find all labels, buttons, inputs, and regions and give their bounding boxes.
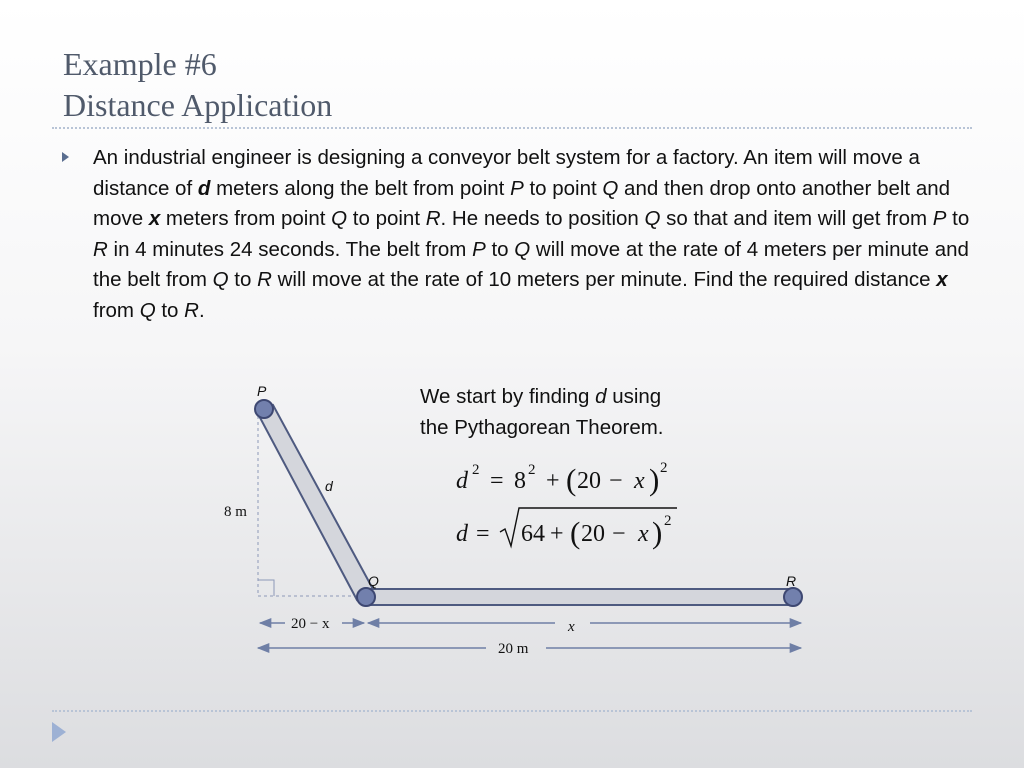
eq2-x: x [638, 521, 649, 547]
var-d: d [595, 385, 607, 408]
equation-1 [456, 460, 668, 497]
eq1-d: d [456, 468, 468, 494]
slide-title-line2: Distance Application [63, 87, 333, 123]
eq2-plus: + [550, 521, 564, 547]
footer-divider [52, 710, 972, 712]
var-q: Q [602, 176, 619, 200]
problem-text: and then drop onto another belt and move [93, 176, 951, 231]
belt-p-to-q [257, 405, 374, 600]
var-r: R [93, 237, 108, 261]
eq2-exponent: 2 [664, 513, 672, 529]
node-r [784, 588, 802, 606]
eq2-minus: − [612, 521, 626, 547]
eq1-minus: − [609, 468, 623, 494]
eq1-exponent: 2 [472, 462, 480, 478]
eq2-right-paren: ) [652, 515, 663, 550]
var-p: P [472, 237, 486, 261]
var-p: P [932, 207, 947, 231]
eq2-d: d [456, 521, 468, 547]
equation-2 [456, 508, 677, 550]
problem-text: so that and item will get from [660, 207, 933, 231]
var-q: Q [644, 207, 661, 231]
label-total: 20 m [498, 641, 529, 657]
node-p [255, 400, 273, 418]
problem-text: to point [347, 207, 426, 231]
var-x: x [936, 268, 948, 292]
var-p: P [510, 176, 524, 200]
var-q: Q [139, 298, 156, 322]
label-r: R [786, 573, 797, 589]
problem-text: meters from point [160, 207, 332, 231]
eq1-x: x [634, 468, 645, 494]
label-d: d [325, 478, 333, 494]
problem-text: . [198, 298, 205, 322]
var-q: Q [514, 237, 531, 261]
belt-q-to-r [366, 589, 794, 605]
next-slide-arrow-icon[interactable] [52, 722, 66, 742]
eq2-twenty: 20 [581, 521, 605, 547]
problem-text: to point [523, 176, 603, 200]
var-q: Q [212, 268, 229, 292]
problem-text: to [485, 237, 515, 261]
label-height: 8 m [224, 504, 247, 520]
label-p: P [257, 383, 267, 399]
note-line2: the Pythagorean Theorem. [420, 416, 664, 439]
note-text: We start by finding [420, 385, 596, 408]
problem-text: will move at the rate of 10 meters per minute. Find the required distance [271, 268, 937, 292]
label-left-segment: 20 − x [291, 616, 330, 632]
var-r: R [257, 268, 272, 292]
eq1-equals: = [490, 468, 504, 494]
note-text: using [606, 385, 662, 408]
slide-title-line1: Example #6 [63, 46, 217, 82]
var-q: Q [331, 207, 348, 231]
label-x: x [568, 619, 575, 635]
var-d: d [197, 176, 211, 200]
eq2-left-paren: ( [570, 515, 581, 550]
eq1-left-paren: ( [566, 462, 577, 497]
eq2-equals: = [476, 521, 490, 547]
node-q [357, 588, 375, 606]
problem-text: . He needs to position [440, 207, 645, 231]
eq1-right-paren: ) [649, 462, 660, 497]
problem-text: will move at the rate of 4 meters per minute and the belt from [93, 237, 969, 292]
eq1-exponent-3: 2 [660, 460, 668, 476]
problem-text: in 4 minutes 24 seconds. The belt from [107, 237, 473, 261]
problem-text: to [946, 207, 970, 231]
var-r: R [184, 298, 199, 322]
var-x: x [148, 207, 161, 231]
eq2-sixtyfour: 64 [521, 521, 545, 547]
problem-text: to [228, 268, 258, 292]
eq1-twenty: 20 [577, 468, 601, 494]
problem-text: from [93, 298, 140, 322]
var-r: R [425, 207, 441, 231]
problem-text: to [155, 298, 185, 322]
eq1-exponent-2: 2 [528, 462, 536, 478]
label-q: Q [368, 573, 379, 589]
problem-text: meters along the belt from point [210, 176, 511, 200]
problem-text: An industrial engineer is designing a conveyor belt system for a factory. An item will move a distance of [93, 146, 920, 200]
right-angle-marker [258, 580, 274, 596]
eq1-plus: + [546, 468, 560, 494]
eq1-eight: 8 [514, 468, 526, 494]
